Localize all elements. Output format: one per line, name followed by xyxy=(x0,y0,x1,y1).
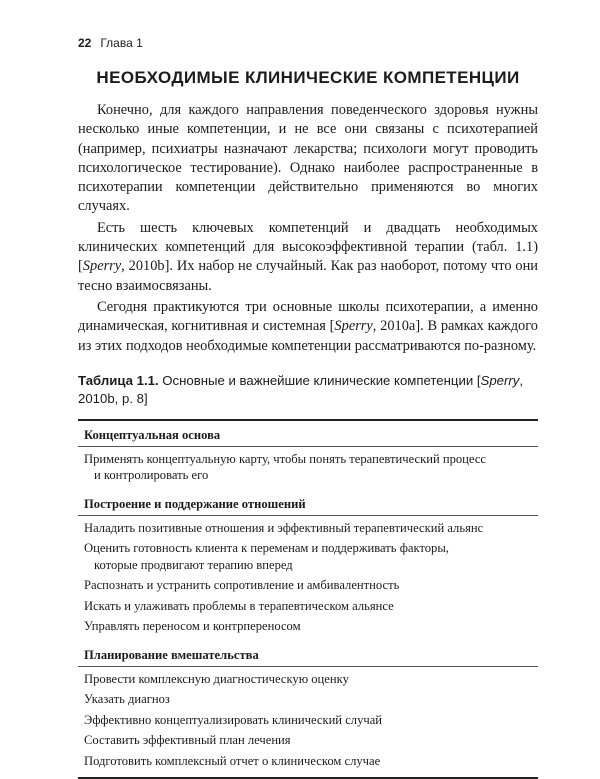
table-row xyxy=(78,730,538,751)
table-caption-text-a: Основные и важнейшие клинические компетенции [ xyxy=(158,372,481,388)
group-header: Построение и поддержание отношений xyxy=(78,496,538,516)
table-row xyxy=(78,575,538,596)
group-header: Планирование вмешательства xyxy=(78,647,538,667)
table-group-intervention-planning xyxy=(78,647,538,772)
table-group-relationships xyxy=(78,496,538,637)
row-text: Наладить позитивные отношения и эффективный терапевтический альянс xyxy=(84,520,484,535)
table-row xyxy=(78,669,538,690)
paragraph-2-text-b: , 2010b]. Их набор не случайный. Как раз наоборот, потому что они тесно взаимосвязаны. xyxy=(78,258,538,294)
row-text: Искать и улаживать проблемы в терапевтическом альянсе xyxy=(84,598,394,613)
table-row xyxy=(78,689,538,710)
paragraph-2-text-a: Есть шесть ключевых компетенций и двадцать необходимых клинических компетенций для высокоэффективной терапии (табл. 1.1) [ xyxy=(78,219,538,275)
row-text: Управлять переносом и контрпереносом xyxy=(84,619,301,634)
competencies-table xyxy=(78,419,538,779)
section-title: НЕОБХОДИМЫЕ КЛИНИЧЕСКИЕ КОМПЕТЕНЦИИ xyxy=(96,68,520,87)
citation-author: Sperry xyxy=(82,258,122,275)
row-text: Подготовить комплексный отчет о клиническом случае xyxy=(84,753,381,768)
paragraph-2 xyxy=(78,219,538,296)
table-row xyxy=(78,596,538,617)
row-text: Указать диагноз xyxy=(84,692,170,707)
body-text xyxy=(78,101,538,356)
running-head xyxy=(78,36,538,54)
row-text: Распознать и устранить сопротивление и амбивалентность xyxy=(84,578,400,593)
citation-author: Sperry xyxy=(334,318,373,335)
book-page xyxy=(78,36,538,779)
page-number: 22 xyxy=(78,36,92,50)
citation-author: Sperry xyxy=(480,372,520,388)
row-text: Оценить готовность клиента к переменам и поддерживать факторы, xyxy=(84,541,449,556)
chapter-label: Глава 1 xyxy=(100,36,143,50)
table-row xyxy=(78,710,538,731)
paragraph-3 xyxy=(78,298,538,356)
table-row xyxy=(78,449,538,486)
paragraph-3-text-a: Сегодня практикуются три основные школы психотерапии, а именно динамическая, когнитивная и системная [ xyxy=(78,298,538,335)
row-text-continued: и контролировать его xyxy=(94,468,209,483)
row-text-continued: которые продвигают терапию вперед xyxy=(94,557,293,572)
table-caption xyxy=(78,372,538,408)
table-row xyxy=(78,616,538,637)
table-row xyxy=(78,538,538,575)
table-row xyxy=(78,751,538,772)
row-text: Эффективно концептуализировать клинический случай xyxy=(84,712,383,727)
table-group-conceptual xyxy=(78,427,538,486)
paragraph-1: Конечно, для каждого направления поведенческого здоровья нужны несколько иные компетенции, и не все они связаны с психотерапией (например, психиатры назначают лекарства; психологи могут проводить психологическое тестирование). Однако наиболее распространенные в психотерапии компетенции действительно применяются во многих случаях. xyxy=(78,102,538,215)
paragraph-3-text-b: , 2010a]. В рамках каждого из этих подходов необходимые компетенции рассматриваются по-разному. xyxy=(78,318,538,354)
row-text: Составить эффективный план лечения xyxy=(84,733,291,748)
table-row xyxy=(78,518,538,539)
table-caption-text-b: , 2010b, p. 8] xyxy=(78,372,524,406)
row-text: Провести комплексную диагностическую оценку xyxy=(84,671,349,686)
table-number: Таблица 1.1. xyxy=(78,372,159,388)
row-text: Применять концептуальную карту, чтобы понять терапевтический процесс xyxy=(84,451,487,466)
group-header: Концептуальная основа xyxy=(78,427,538,447)
